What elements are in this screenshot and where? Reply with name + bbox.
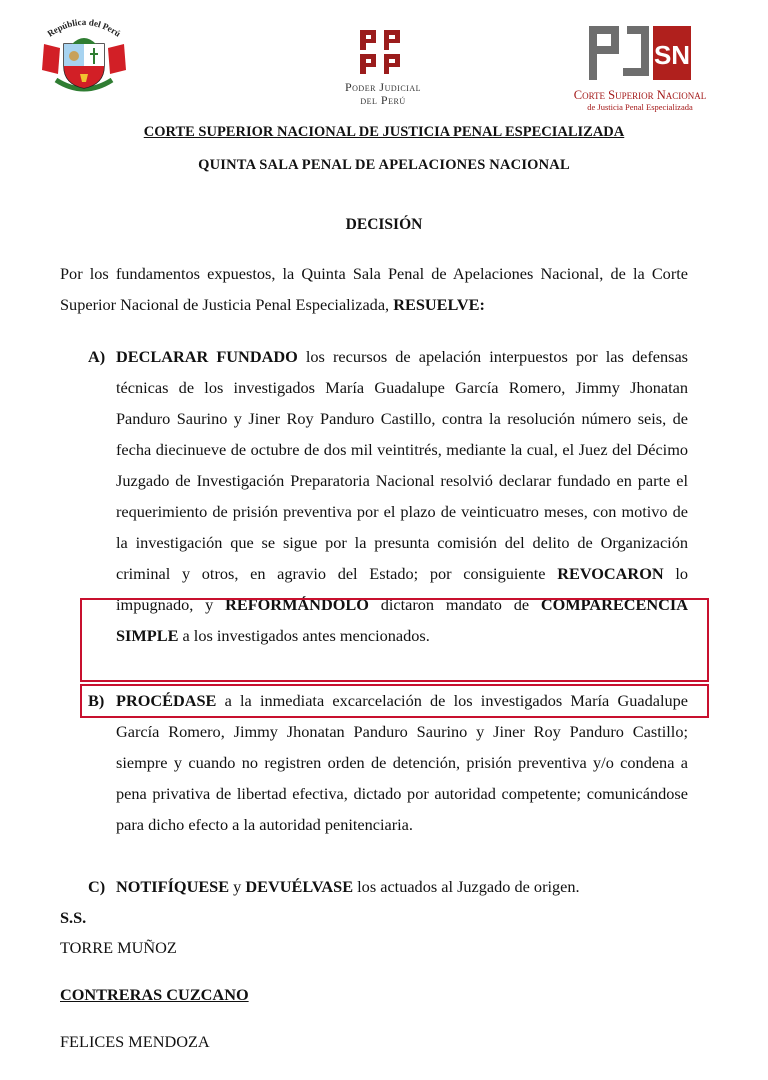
section-title: DECISIÓN <box>345 216 423 233</box>
judge-name-underlined: CONTRERAS CUZCANO <box>60 985 249 1004</box>
peru-coat-of-arms-logo <box>38 14 130 94</box>
intro-paragraph <box>60 258 688 320</box>
judge-name: FELICES MENDOZA <box>60 1032 210 1051</box>
resolution-item-a <box>88 341 688 651</box>
item-text: los actuados al Juzgado de origen. <box>353 877 580 896</box>
bold-phrase: COMPARECENCIA SIMPLE <box>116 595 689 645</box>
item-text: a los investigados antes mencionados. <box>178 626 430 645</box>
pj-caption-line1: Poder Judicial <box>344 80 421 94</box>
csn-caption-line1: Corte Superior Nacional <box>573 88 707 102</box>
court-heading: CORTE SUPERIOR NACIONAL DE JUSTICIA PENAL ESPECIALIZADA <box>143 124 625 140</box>
pj-caption-line2: del Perú <box>360 93 406 107</box>
csn-emblem-icon <box>585 24 695 84</box>
item-text: dictaron mandato de <box>368 595 541 614</box>
ss-label: S.S. <box>60 908 87 927</box>
item-body <box>116 341 688 651</box>
item-letter: C) <box>88 877 106 896</box>
bold-phrase: NOTIFÍQUESE <box>116 877 230 896</box>
csn-caption-line2: de Justicia Penal Especializada <box>587 102 693 112</box>
item-text: a la inmediata excarcelación de los investigados María Guadalupe García Romero, Jimmy Jhonatan Panduro Saurino y Jiner Roy Panduro Castillo; siempre y cuando no registren orden de detención, prisión preventiva y/o condena a pena privativa de libertad efectiva, dictado por autoridad competente; comunicándose para dicho efecto a la autoridad penitenciaria. <box>116 691 688 834</box>
letterhead <box>0 0 768 120</box>
item-body <box>116 685 688 840</box>
judge-name: TORRE MUÑOZ <box>60 938 177 957</box>
poder-judicial-logo <box>328 28 438 112</box>
svg-text:República del Perú: República del Perú <box>45 16 123 39</box>
bold-phrase: DEVUÉLVASE <box>245 877 354 896</box>
bold-phrase: REVOCARON <box>557 564 664 583</box>
resolution-item-b <box>88 685 688 840</box>
item-text: lo impugnado, y <box>116 564 688 614</box>
item-letter: A) <box>88 347 106 366</box>
chamber-heading: QUINTA SALA PENAL DE APELACIONES NACIONAL <box>198 157 570 173</box>
svg-text:SN: SN <box>653 40 691 70</box>
bold-phrase: REFORMÁNDOLO <box>225 595 369 614</box>
poder-judicial-emblem-icon <box>358 28 408 76</box>
item-letter: B) <box>88 691 105 710</box>
item-text: los recursos de apelación interpuestos por las defensas técnicas de los investigados María Guadalupe García Romero, Jimmy Jhonatan Panduro Saurino y Jiner Roy Panduro Castillo, contra la resolución número seis, de fecha diecinueve de octubre de dos mil veintitrés, mediante la cual, el Juez del Décimo Juzgado de Investigación Preparatoria Nacional resolvió declarar fundado en parte el requerimiento de prisión preventiva por el plazo de veinticuatro meses, con motivo de la investigación que se sigue por la presunta comisión del delito de Organización criminal y otros, en agravio del Estado; por consiguiente <box>116 347 689 583</box>
corte-superior-nacional-logo <box>560 24 720 114</box>
item-text: y <box>229 877 246 896</box>
bold-phrase: PROCÉDASE <box>116 691 217 710</box>
item-body <box>116 871 688 902</box>
intro-text: Por los fundamentos expuestos, la Quinta Sala Penal de Apelaciones Nacional, de la Corte Superior Nacional de Justicia Penal Especializada, <box>60 264 688 314</box>
resuelve-label: RESUELVE: <box>393 295 485 314</box>
bold-phrase: DECLARAR FUNDADO <box>116 347 298 366</box>
resolution-item-c <box>88 871 688 902</box>
coat-of-arms-icon <box>38 14 130 94</box>
